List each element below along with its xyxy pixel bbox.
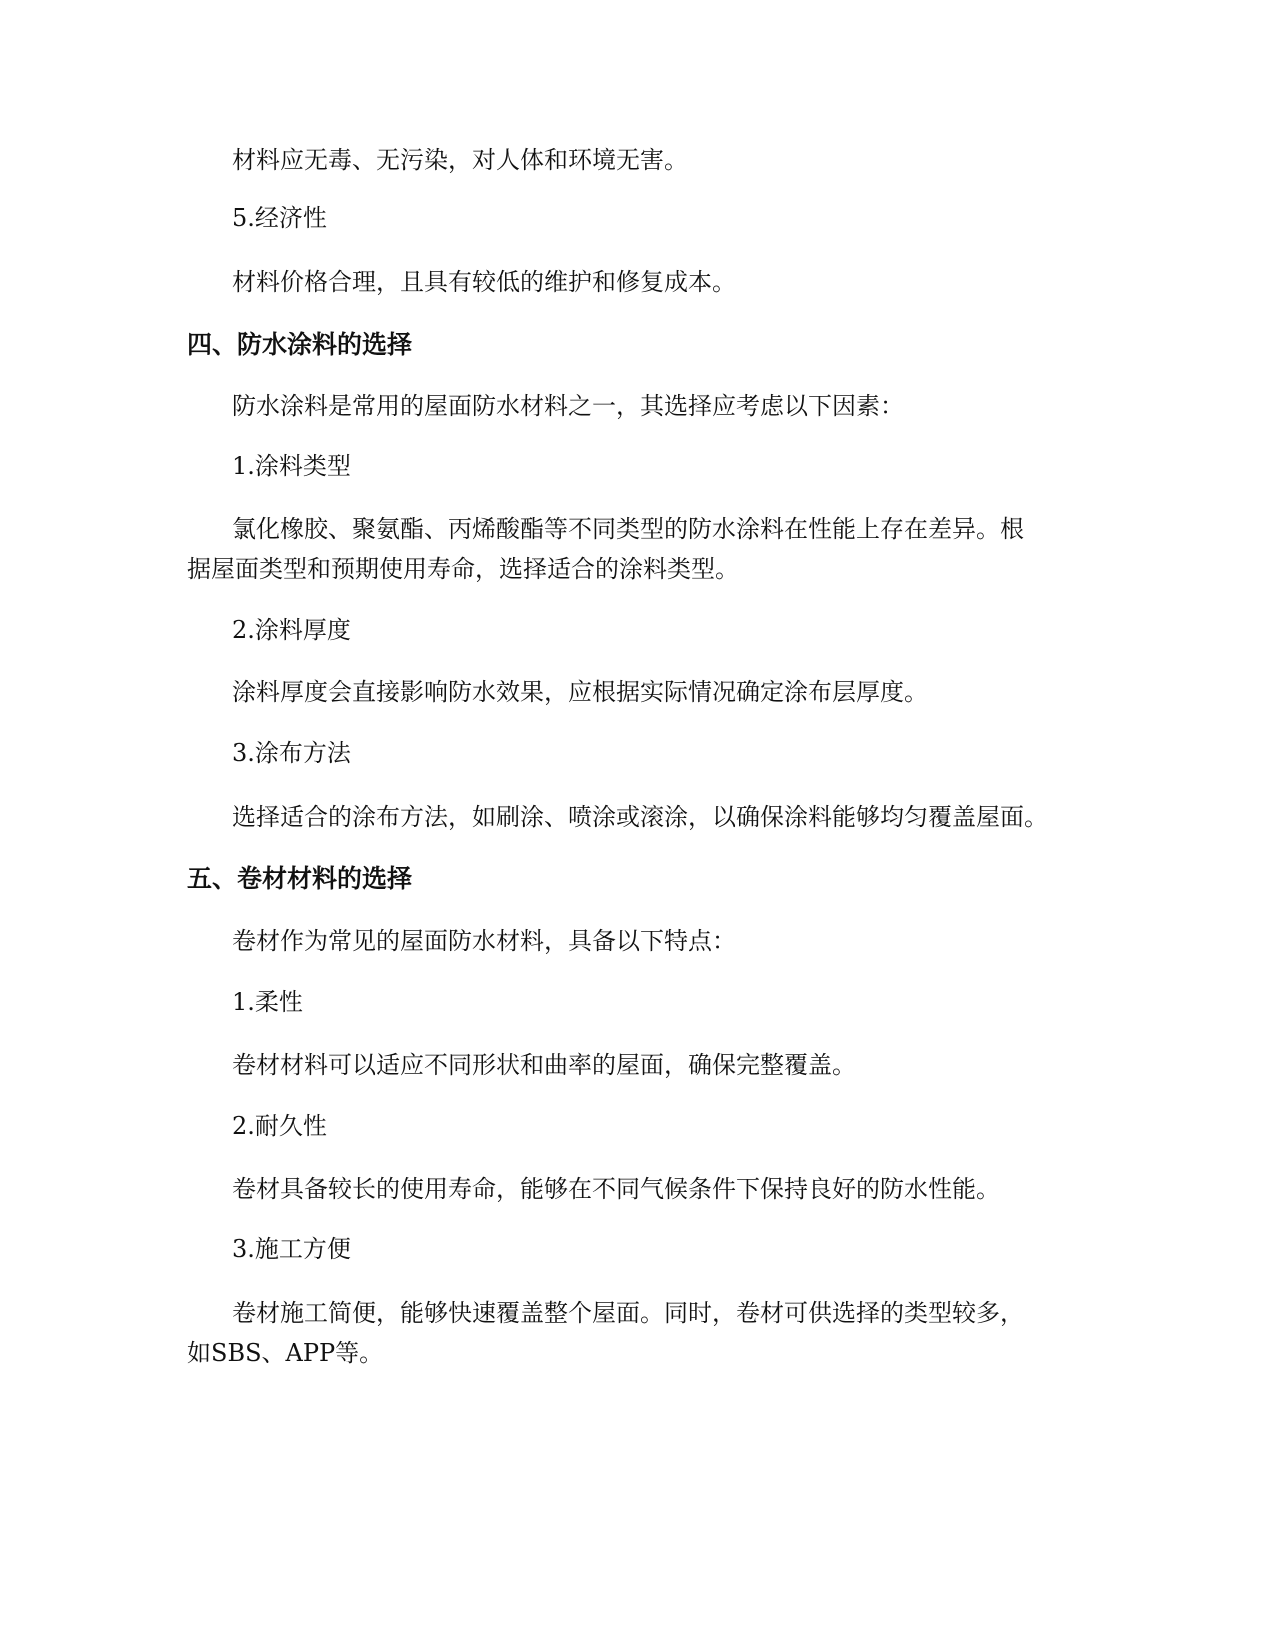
paragraph-membrane-intro: 卷材作为常见的屋面防水材料，具备以下特点： bbox=[232, 927, 736, 955]
paragraph-coating-method: 选择适合的涂布方法，如刷涂、喷涂或滚涂，以确保涂料能够均匀覆盖屋面。 bbox=[232, 803, 1048, 831]
item-economy: 5.经济性 bbox=[232, 204, 327, 232]
paragraph-coating-intro: 防水涂料是常用的屋面防水材料之一，其选择应考虑以下因素： bbox=[232, 392, 904, 420]
item-coating-thickness: 2.涂料厚度 bbox=[232, 616, 351, 644]
paragraph-coating-thickness: 涂料厚度会直接影响防水效果，应根据实际情况确定涂布层厚度。 bbox=[232, 678, 928, 706]
paragraph-cost: 材料价格合理，且具有较低的维护和修复成本。 bbox=[232, 268, 736, 296]
heading-membrane-selection: 五、卷材材料的选择 bbox=[187, 864, 413, 893]
paragraph-easy-construction: 卷材施工简便，能够快速覆盖整个屋面。同时，卷材可供选择的类型较多，如SBS、APP等。 bbox=[187, 1299, 1024, 1367]
item-durability: 2.耐久性 bbox=[232, 1112, 327, 1140]
paragraph-non-toxic: 材料应无毒、无污染，对人体和环境无害。 bbox=[232, 146, 688, 174]
item-coating-type: 1.涂料类型 bbox=[232, 452, 351, 480]
item-flexibility: 1.柔性 bbox=[232, 988, 303, 1016]
item-easy-construction: 3.施工方便 bbox=[232, 1235, 351, 1263]
paragraph-coating-type: 氯化橡胶、聚氨酯、丙烯酸酯等不同类型的防水涂料在性能上存在差异。根据屋面类型和预期使用寿命，选择适合的涂料类型。 bbox=[187, 515, 1024, 583]
item-coating-method: 3.涂布方法 bbox=[232, 739, 351, 767]
paragraph-durability: 卷材具备较长的使用寿命，能够在不同气候条件下保持良好的防水性能。 bbox=[232, 1175, 1000, 1203]
heading-coating-selection: 四、防水涂料的选择 bbox=[187, 330, 413, 359]
paragraph-flexibility: 卷材材料可以适应不同形状和曲率的屋面，确保完整覆盖。 bbox=[232, 1051, 856, 1079]
